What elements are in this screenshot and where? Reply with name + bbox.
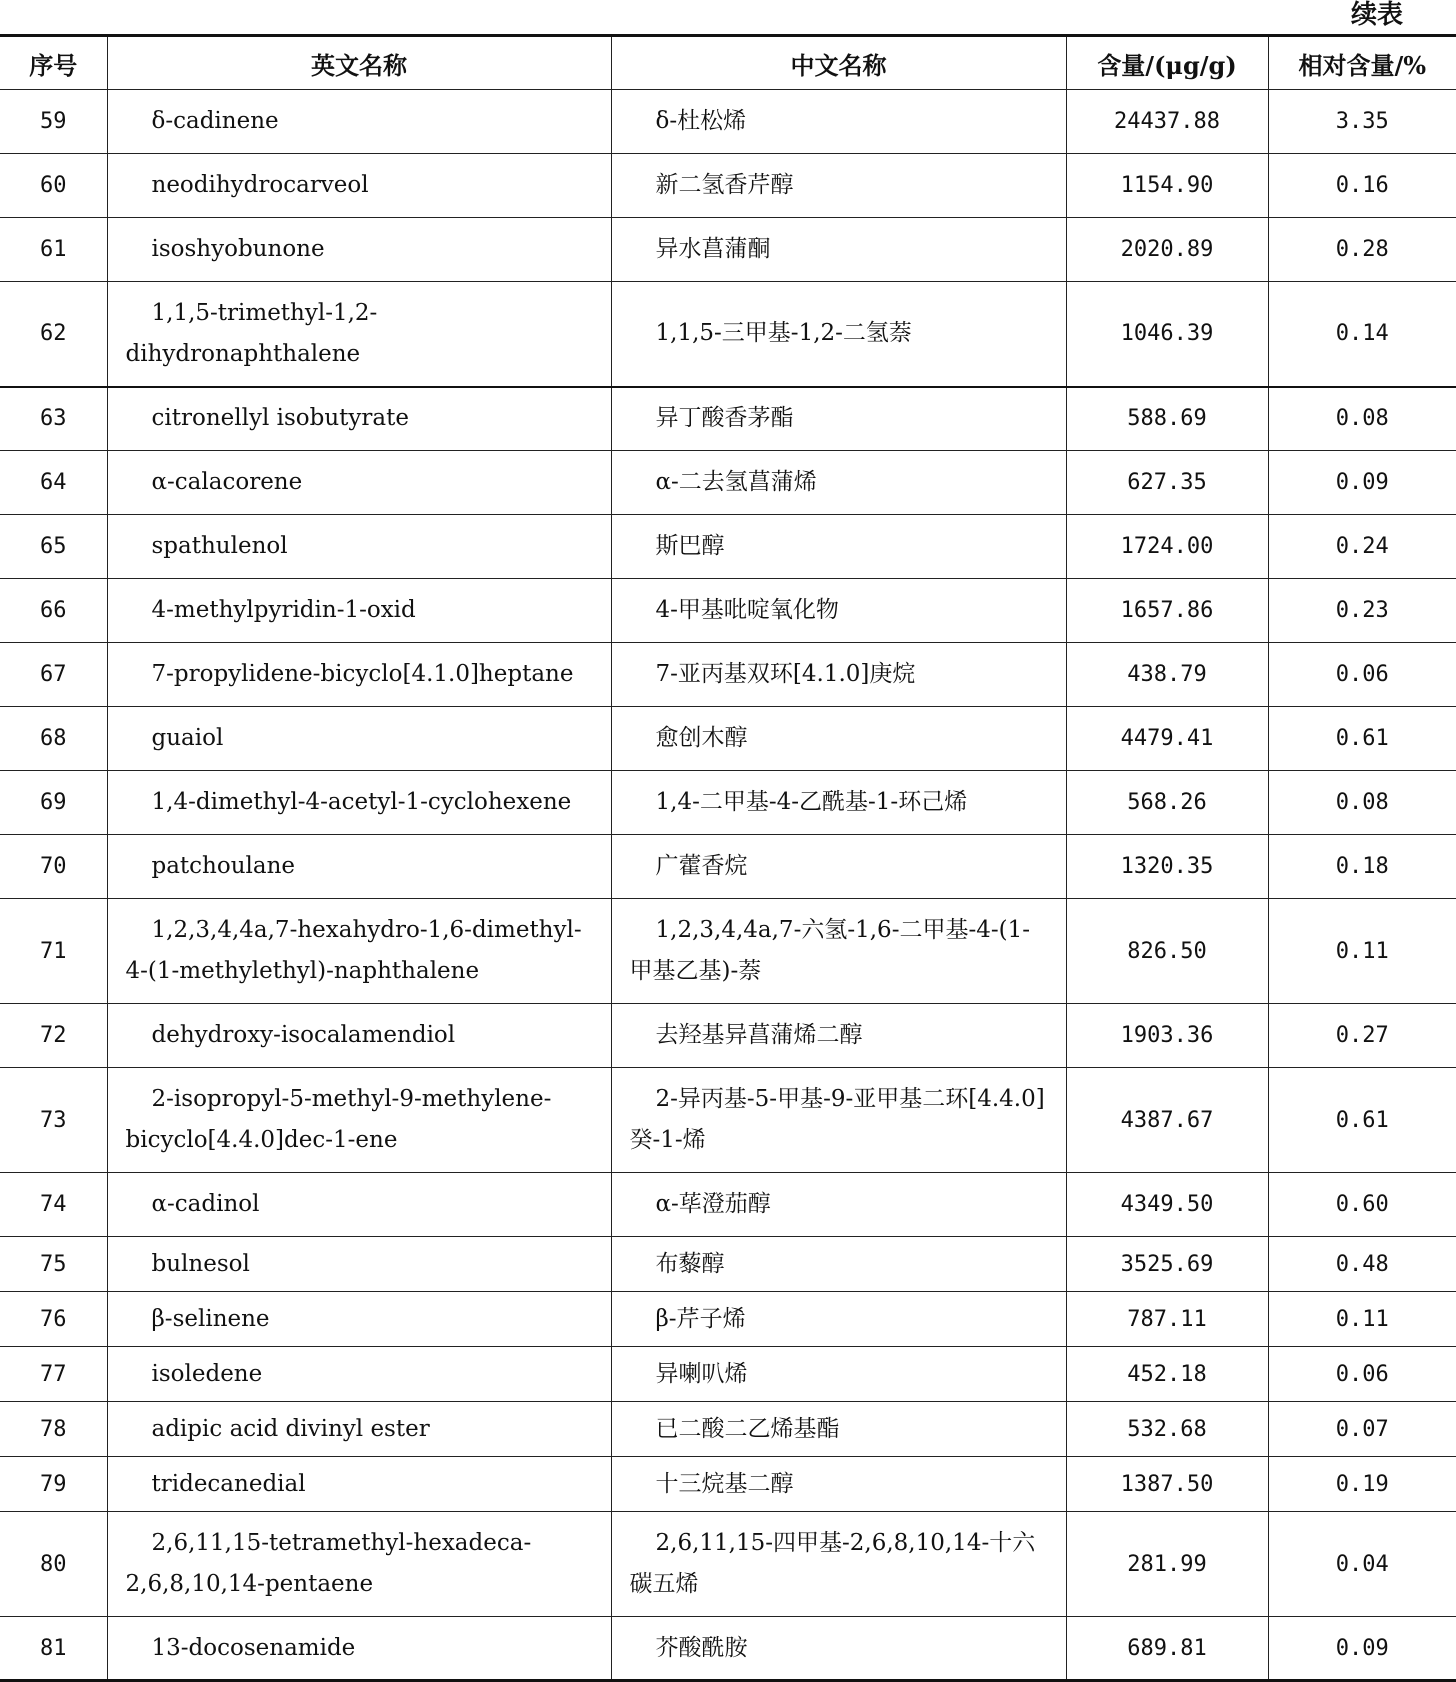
- relative-content-value: 0.06: [1268, 1347, 1456, 1402]
- content-value: 1387.50: [1066, 1457, 1268, 1512]
- relative-content-value: 0.04: [1268, 1512, 1456, 1617]
- table-row: [0, 1347, 1456, 1402]
- chinese-name: 愈创木醇: [611, 707, 1066, 771]
- english-name: δ-cadinene: [107, 90, 611, 154]
- relative-content-value: 0.07: [1268, 1402, 1456, 1457]
- english-name: guaiol: [107, 707, 611, 771]
- row-number: 76: [0, 1292, 107, 1347]
- row-number: 72: [0, 1004, 107, 1068]
- chinese-name: 7-亚丙基双环[4.1.0]庚烷: [611, 643, 1066, 707]
- english-name: 7-propylidene-bicyclo[4.1.0]heptane: [107, 643, 611, 707]
- row-number: 79: [0, 1457, 107, 1512]
- chinese-name: α-二去氢菖蒲烯: [611, 451, 1066, 515]
- chinese-name: 2,6,11,15-四甲基-2,6,8,10,14-十六碳五烯: [611, 1512, 1066, 1617]
- chinese-name: 布藜醇: [611, 1237, 1066, 1292]
- table-row: [0, 387, 1456, 451]
- chinese-name: 异丁酸香茅酯: [611, 387, 1066, 451]
- english-name: β-selinene: [107, 1292, 611, 1347]
- english-name: spathulenol: [107, 515, 611, 579]
- chinese-name: 异喇叭烯: [611, 1347, 1066, 1402]
- english-name: patchoulane: [107, 835, 611, 899]
- table-row: [0, 1292, 1456, 1347]
- relative-content-value: 0.11: [1268, 1292, 1456, 1347]
- relative-content-value: 0.08: [1268, 771, 1456, 835]
- relative-content-value: 0.19: [1268, 1457, 1456, 1512]
- english-name: 2-isopropyl-5-methyl-9-methylene-bicyclo[4.4.0]dec-1-ene: [107, 1068, 611, 1173]
- content-value: 24437.88: [1066, 90, 1268, 154]
- relative-content-value: 0.09: [1268, 1617, 1456, 1681]
- table-row: [0, 899, 1456, 1004]
- table-row: [0, 1512, 1456, 1617]
- english-name: α-calacorene: [107, 451, 611, 515]
- table-row: [0, 1068, 1456, 1173]
- row-number: 63: [0, 387, 107, 451]
- content-value: 588.69: [1066, 387, 1268, 451]
- row-number: 61: [0, 218, 107, 282]
- chinese-name: β-芹子烯: [611, 1292, 1066, 1347]
- table-row: [0, 90, 1456, 154]
- content-value: 4479.41: [1066, 707, 1268, 771]
- chinese-name: 4-甲基吡啶氧化物: [611, 579, 1066, 643]
- table-row: [0, 1402, 1456, 1457]
- english-name: 2,6,11,15-tetramethyl-hexadeca-2,6,8,10,14-pentaene: [107, 1512, 611, 1617]
- table-row: [0, 515, 1456, 579]
- chinese-name: 新二氢香芹醇: [611, 154, 1066, 218]
- content-value: 4387.67: [1066, 1068, 1268, 1173]
- chinese-name: 2-异丙基-5-甲基-9-亚甲基二环[4.4.0]癸-1-烯: [611, 1068, 1066, 1173]
- english-name: isoshyobunone: [107, 218, 611, 282]
- relative-content-value: 0.60: [1268, 1173, 1456, 1237]
- row-number: 64: [0, 451, 107, 515]
- content-value: 627.35: [1066, 451, 1268, 515]
- relative-content-value: 0.14: [1268, 282, 1456, 387]
- table-row: [0, 1004, 1456, 1068]
- table-row: [0, 1173, 1456, 1237]
- english-name: dehydroxy-isocalamendiol: [107, 1004, 611, 1068]
- header-english-name: 英文名称: [107, 36, 611, 90]
- content-value: 1724.00: [1066, 515, 1268, 579]
- row-number: 77: [0, 1347, 107, 1402]
- chinese-name: 1,4-二甲基-4-乙酰基-1-环己烯: [611, 771, 1066, 835]
- english-name: isoledene: [107, 1347, 611, 1402]
- relative-content-value: 0.09: [1268, 451, 1456, 515]
- chinese-name: 已二酸二乙烯基酯: [611, 1402, 1066, 1457]
- table-row: [0, 579, 1456, 643]
- content-value: 1657.86: [1066, 579, 1268, 643]
- content-value: 568.26: [1066, 771, 1268, 835]
- content-value: 3525.69: [1066, 1237, 1268, 1292]
- english-name: tridecanedial: [107, 1457, 611, 1512]
- relative-content-value: 0.61: [1268, 707, 1456, 771]
- content-value: 1320.35: [1066, 835, 1268, 899]
- row-number: 81: [0, 1617, 107, 1681]
- chinese-name: 十三烷基二醇: [611, 1457, 1066, 1512]
- chinese-name: 1,2,3,4,4a,7-六氢-1,6-二甲基-4-(1-甲基乙基)-萘: [611, 899, 1066, 1004]
- content-value: 532.68: [1066, 1402, 1268, 1457]
- content-value: 826.50: [1066, 899, 1268, 1004]
- english-name: neodihydrocarveol: [107, 154, 611, 218]
- english-name: α-cadinol: [107, 1173, 611, 1237]
- content-value: 452.18: [1066, 1347, 1268, 1402]
- table-row: [0, 1617, 1456, 1681]
- content-value: 4349.50: [1066, 1173, 1268, 1237]
- relative-content-value: 0.06: [1268, 643, 1456, 707]
- row-number: 73: [0, 1068, 107, 1173]
- table-header-row: [0, 36, 1456, 90]
- row-number: 71: [0, 899, 107, 1004]
- relative-content-value: 0.24: [1268, 515, 1456, 579]
- table-row: [0, 154, 1456, 218]
- row-number: 65: [0, 515, 107, 579]
- chinese-name: 斯巴醇: [611, 515, 1066, 579]
- row-number: 78: [0, 1402, 107, 1457]
- row-number: 80: [0, 1512, 107, 1617]
- relative-content-value: 0.27: [1268, 1004, 1456, 1068]
- row-number: 60: [0, 154, 107, 218]
- row-number: 68: [0, 707, 107, 771]
- table-row: [0, 282, 1456, 387]
- chinese-name: 芥酸酰胺: [611, 1617, 1066, 1681]
- table-row: [0, 451, 1456, 515]
- english-name: 4-methylpyridin-1-oxid: [107, 579, 611, 643]
- content-value: 1154.90: [1066, 154, 1268, 218]
- header-no: 序号: [0, 36, 107, 90]
- english-name: 1,2,3,4,4a,7-hexahydro-1,6-dimethyl-4-(1-methylethyl)-naphthalene: [107, 899, 611, 1004]
- relative-content-value: 0.18: [1268, 835, 1456, 899]
- relative-content-value: 0.61: [1268, 1068, 1456, 1173]
- table-row: [0, 707, 1456, 771]
- chinese-name: 去羟基异菖蒲烯二醇: [611, 1004, 1066, 1068]
- header-chinese-name: 中文名称: [611, 36, 1066, 90]
- table-row: [0, 218, 1456, 282]
- chinese-name: α-荜澄茄醇: [611, 1173, 1066, 1237]
- english-name: 13-docosenamide: [107, 1617, 611, 1681]
- relative-content-value: 0.28: [1268, 218, 1456, 282]
- chinese-name: 广藿香烷: [611, 835, 1066, 899]
- content-value: 2020.89: [1066, 218, 1268, 282]
- relative-content-value: 0.48: [1268, 1237, 1456, 1292]
- row-number: 70: [0, 835, 107, 899]
- content-value: 787.11: [1066, 1292, 1268, 1347]
- table-row: [0, 1237, 1456, 1292]
- row-number: 59: [0, 90, 107, 154]
- relative-content-value: 0.16: [1268, 154, 1456, 218]
- compound-table: [0, 34, 1456, 1682]
- english-name: 1,1,5-trimethyl-1,2-dihydronaphthalene: [107, 282, 611, 387]
- header-content: 含量/(μg/g): [1066, 36, 1268, 90]
- row-number: 67: [0, 643, 107, 707]
- content-value: 1903.36: [1066, 1004, 1268, 1068]
- chinese-name: δ-杜松烯: [611, 90, 1066, 154]
- chinese-name: 异水菖蒲酮: [611, 218, 1066, 282]
- row-number: 75: [0, 1237, 107, 1292]
- table-continued-caption: 续表: [1350, 0, 1403, 30]
- row-number: 62: [0, 282, 107, 387]
- row-number: 74: [0, 1173, 107, 1237]
- chinese-name: 1,1,5-三甲基-1,2-二氢萘: [611, 282, 1066, 387]
- english-name: bulnesol: [107, 1237, 611, 1292]
- row-number: 66: [0, 579, 107, 643]
- relative-content-value: 3.35: [1268, 90, 1456, 154]
- relative-content-value: 0.08: [1268, 387, 1456, 451]
- content-value: 689.81: [1066, 1617, 1268, 1681]
- table-row: [0, 835, 1456, 899]
- table-body: [0, 90, 1456, 1681]
- relative-content-value: 0.11: [1268, 899, 1456, 1004]
- table-row: [0, 771, 1456, 835]
- english-name: 1,4-dimethyl-4-acetyl-1-cyclohexene: [107, 771, 611, 835]
- content-value: 1046.39: [1066, 282, 1268, 387]
- relative-content-value: 0.23: [1268, 579, 1456, 643]
- row-number: 69: [0, 771, 107, 835]
- table-row: [0, 643, 1456, 707]
- table-row: [0, 1457, 1456, 1512]
- content-value: 438.79: [1066, 643, 1268, 707]
- content-value: 281.99: [1066, 1512, 1268, 1617]
- english-name: citronellyl isobutyrate: [107, 387, 611, 451]
- english-name: adipic acid divinyl ester: [107, 1402, 611, 1457]
- header-relative-content: 相对含量/%: [1268, 36, 1456, 90]
